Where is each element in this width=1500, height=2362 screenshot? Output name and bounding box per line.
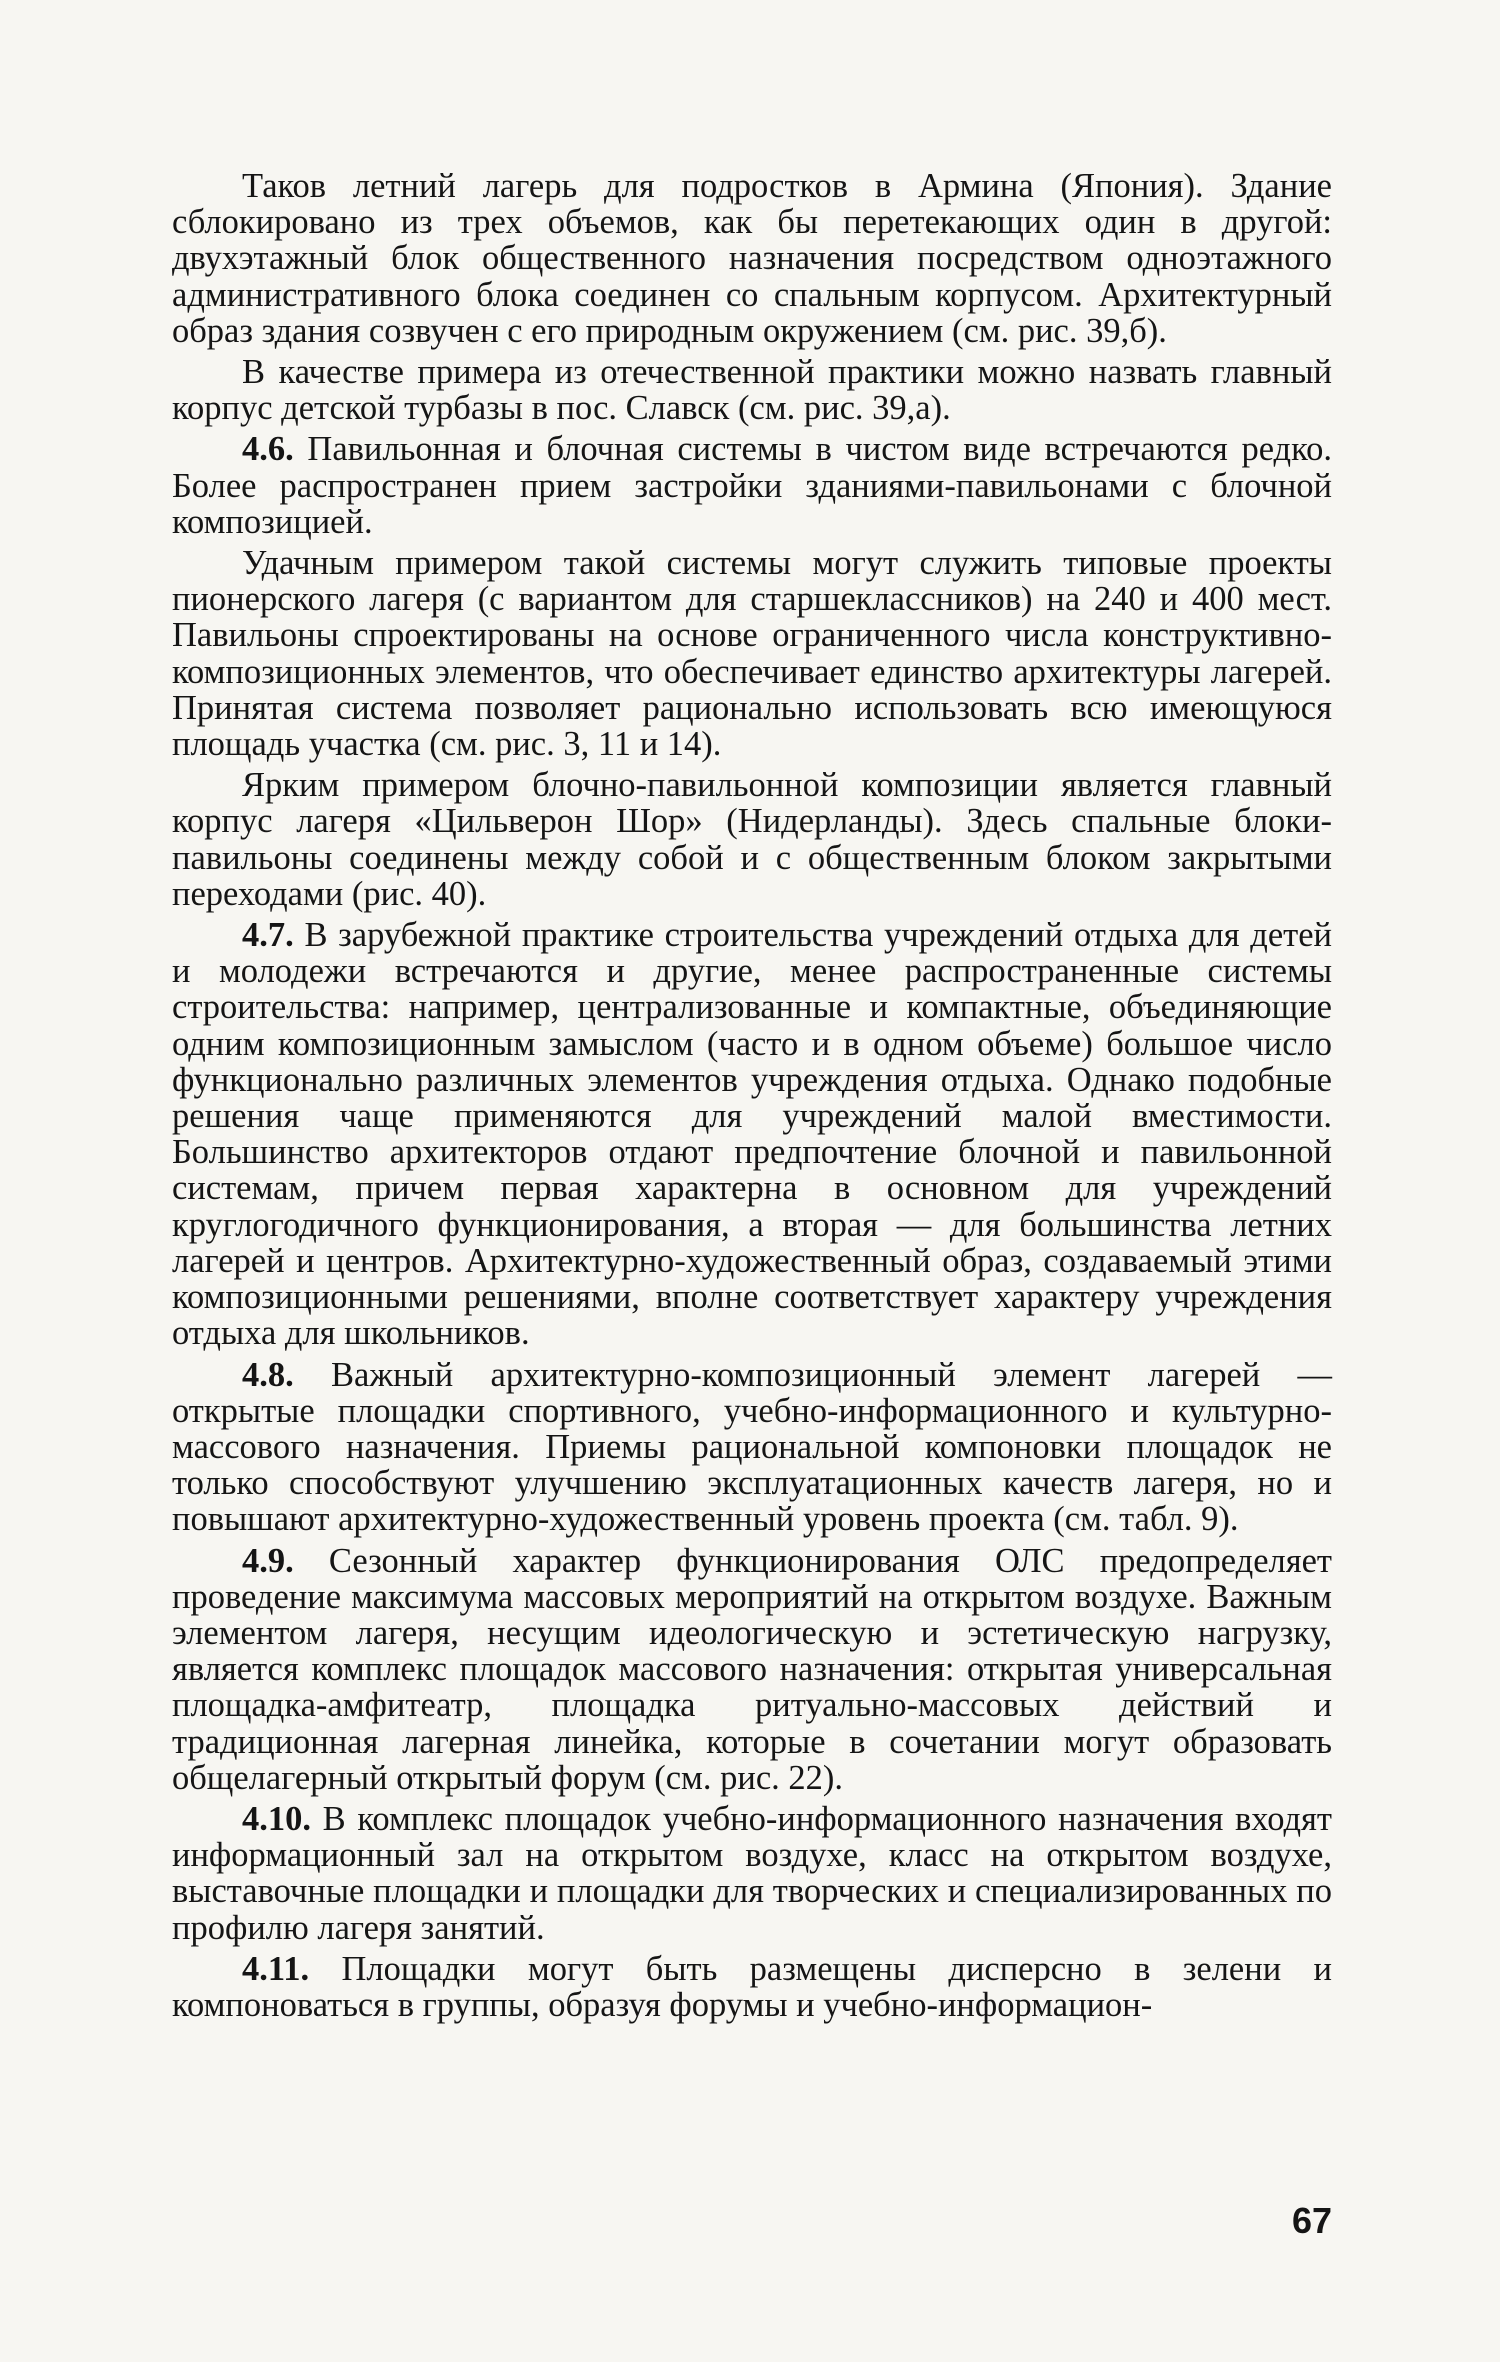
paragraph <box>172 1543 1332 1796</box>
paragraph-text: В зарубежной практике строительства учреждений отдыха для детей и молодежи встречаются и другие, менее распространенные системы строительства: например, централизованные и компактные, объединяющие одним композиционным замыслом (часто и в одном объеме) большое число функционально различных элементов учреждения отдыха. Однако подобные решения чаще применяются для учреждений малой вместимости. Большинство архитекторов отдают предпочтение блочной и павильонной системам, причем первая характерна в основном для учреждений круглогодичного функционирования, а вторая — для большинства летних лагерей и центров. Архитектурно-художественный образ, создаваемый этими композиционными решениями, вполне соответствует характеру учреждения отдыха для школьников. <box>172 916 1332 1353</box>
section-number: 4.6. <box>242 430 294 469</box>
section-number: 4.9. <box>242 1541 294 1580</box>
paragraph-text: Сезонный характер функционирования ОЛС предопределяет проведение максимума массовых мероприятий на открытом воздухе. Важным элементом лагеря, несущим идеологическую и эстетическую нагрузку, является комплекс площадок массового назначения: открытая универсальная площадка-амфитеатр, площадка ритуально-массовых действий и традиционная лагерная линейка, которые в сочетании могут образовать общелагерный открытый форум (см. рис. 22). <box>172 1541 1332 1797</box>
paragraph-text: Важный архитектурно-композиционный элемент лагерей — открытые площадки спортивного, учебно-информационного и культурно-массового назначения. Приемы рациональной компоновки площадок не только способствуют улучшению эксплуатационных качеств лагеря, но и повышают архитектурно-художественный уровень проекта (см. табл. 9). <box>172 1355 1332 1539</box>
section-number: 4.11. <box>242 1949 310 1988</box>
section-number: 4.10. <box>242 1799 311 1838</box>
page-body <box>172 168 1332 2028</box>
paragraph-text: Таков летний лагерь для подростков в Армина (Япония). Здание сблокировано из трех объемов, как бы перетекающих один в другой: двухэтажный блок общественного назначения посредством одноэтажного административного блока соединен со спальным корпусом. Архитектурный образ здания созвучен с его природным окружением (см. рис. 39,б). <box>172 167 1332 350</box>
paragraph-text: В комплекс площадок учебно-информационного назначения входят информационный зал на открытом воздухе, класс на открытом воздухе, выставочные площадки и площадки для творческих и специализированных по профилю лагеря занятий. <box>172 1799 1332 1947</box>
paragraph <box>172 1357 1332 1538</box>
section-number: 4.7. <box>242 916 294 955</box>
paragraph <box>172 431 1332 540</box>
paragraph-text: Площадки могут быть размещены дисперсно в зелени и компоноваться в группы, образуя форумы и учебно-информацион- <box>172 1949 1332 2024</box>
paragraph <box>172 917 1332 1351</box>
paragraph-text: Павильонная и блочная системы в чистом виде встречаются редко. Более распространен прием застройки зданиями-павильонами с блочной композицией. <box>172 430 1332 541</box>
page-number: 67 <box>1291 2200 1332 2241</box>
paragraph-text: Ярким примером блочно-павильонной композиции является главный корпус лагеря «Цильверон Шор» (Нидерланды). Здесь спальные блоки-павильоны соединены между собой и с общественным блоком закрытыми переходами (рис. 40). <box>172 766 1332 913</box>
section-number: 4.8. <box>242 1355 294 1394</box>
paragraph <box>172 354 1332 426</box>
paragraph <box>172 545 1332 762</box>
paragraph-text: Удачным примером такой системы могут служить типовые проекты пионерского лагеря (с вариантом для старшеклассников) на 240 и 400 мест. Павильоны спроектированы на основе ограниченного числа конструктивно-композиционных элементов, что обеспечивает единство архитектуры лагерей. Принятая система позволяет рационально использовать всю имеющуюся площадь участка (см. рис. 3, 11 и 14). <box>172 544 1332 764</box>
paragraph <box>172 168 1332 349</box>
paragraph <box>172 767 1332 912</box>
paragraph <box>172 1801 1332 1946</box>
paragraph <box>172 1951 1332 2023</box>
paragraph-text: В качестве примера из отечественной практики можно назвать главный корпус детской турбазы в пос. Славск (см. рис. 39,а). <box>172 353 1332 428</box>
